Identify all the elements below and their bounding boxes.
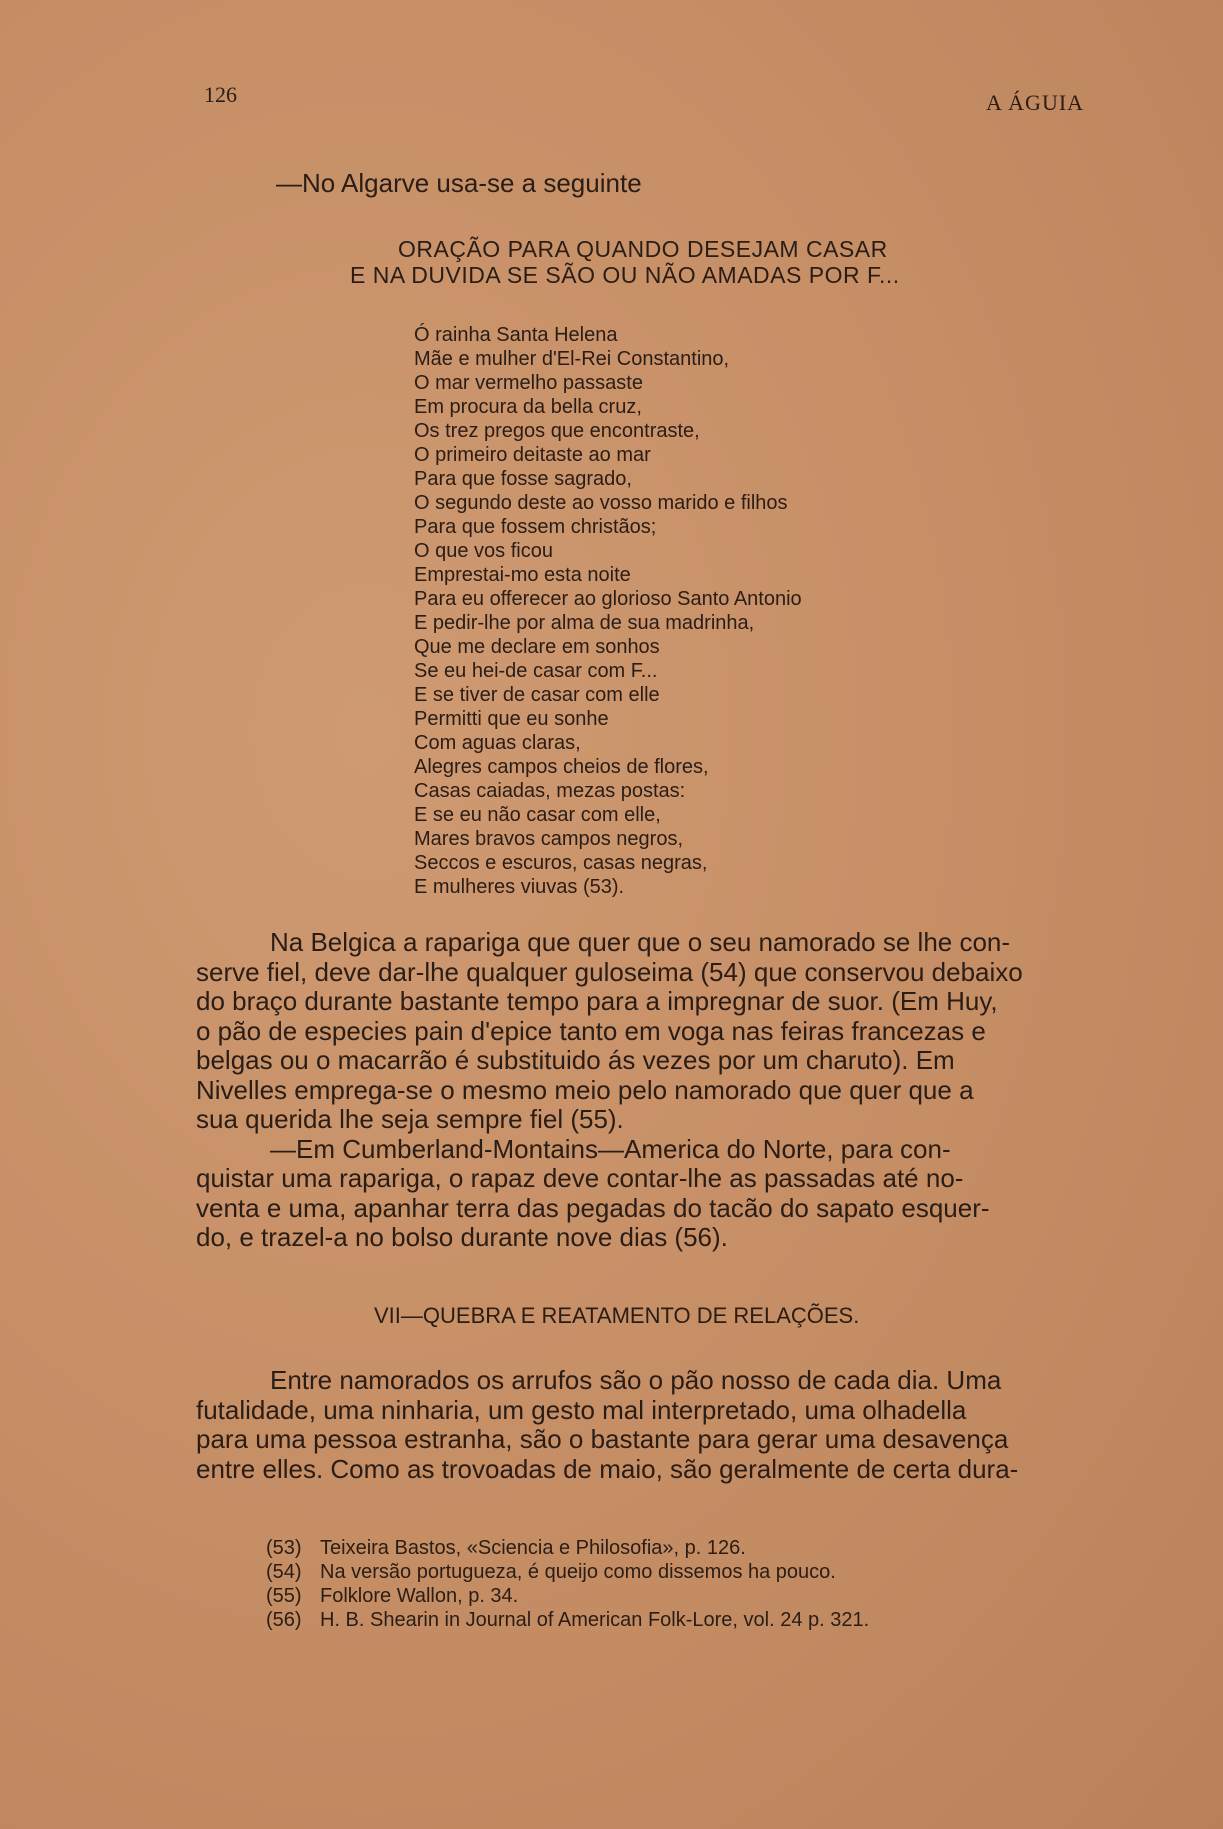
poem-line: E se tiver de casar com elle (414, 684, 660, 706)
poem-line: E mulheres viuvas (53). (414, 876, 625, 898)
footnote-number: (56) (266, 1609, 302, 1631)
paragraph-line: belgas ou o macarrão é substituido ás vezes por um charuto). Em (196, 1045, 955, 1075)
paragraph-line: Nivelles emprega-se o mesmo meio pelo namorado que quer que a (196, 1074, 974, 1105)
poem-line: O segundo deste ao vosso marido e filhos (414, 492, 788, 514)
footnote (266, 1584, 869, 1608)
poem-line: Casas caiadas, mezas postas: (414, 780, 686, 802)
prayer-title-line-1: ORAÇÃO PARA QUANDO DESEJAM CASAR (398, 236, 888, 262)
paragraph-line: futalidade, uma ninharia, um gesto mal interpretado, uma olhadella (196, 1394, 967, 1425)
footnote-number: (54) (266, 1561, 302, 1583)
poem-line: Para que fosse sagrado, (414, 468, 632, 490)
footnote-text: Na versão portugueza, é queijo como dissemos ha pouco. (320, 1561, 836, 1583)
poem-line: O primeiro deitaste ao mar (414, 444, 651, 466)
page-number: 126 (204, 82, 237, 107)
footnote (266, 1608, 869, 1632)
poem-line: Com aguas claras, (414, 732, 581, 754)
paragraph-line: serve fiel, deve dar-lhe qualquer guloseima (54) que conservou debaixo (196, 956, 1023, 987)
paragraph-line: do braço durante bastante tempo para a impregnar de suor. (Em Huy, (196, 986, 998, 1016)
paragraph-line: entre elles. Como as trovoadas de maio, são geralmente de certa dura- (196, 1453, 1019, 1484)
footnote-text: Teixeira Bastos, «Sciencia e Philosofia», p. 126. (320, 1537, 746, 1559)
footnote-number: (53) (266, 1537, 302, 1559)
footnote-number: (55) (266, 1585, 302, 1607)
poem (414, 323, 802, 899)
footnote-text: Folklore Wallon, p. 34. (320, 1585, 519, 1607)
poem-line: Ó rainha Santa Helena (414, 324, 618, 346)
poem-line: O mar vermelho passaste (414, 372, 643, 394)
poem-line: Para eu offerecer ao glorioso Santo Antonio (414, 588, 802, 610)
paragraph-belgica (196, 928, 1083, 1253)
paragraph-line: Entre namorados os arrufos são o pão nosso de cada dia. Uma (270, 1365, 1002, 1395)
paragraph-line: para uma pessoa estranha, são o bastante para gerar uma desavença (196, 1424, 1009, 1454)
paragraph-line: sua querida lhe seja sempre fiel (55). (196, 1104, 624, 1134)
footnote-text: H. B. Shearin in Journal of American Folk-Lore, vol. 24 p. 321. (320, 1609, 870, 1631)
poem-line: Seccos e escuros, casas negras, (414, 852, 708, 874)
poem-line: Permitti que eu sonhe (414, 708, 609, 730)
poem-line: E se eu não casar com elle, (414, 804, 661, 826)
paragraph-line: o pão de especies pain d'epice tanto em voga nas feiras francezas e (196, 1015, 986, 1046)
poem-line: Mares bravos campos negros, (414, 828, 684, 850)
poem-line: Para que fossem christãos; (414, 516, 657, 538)
poem-line: Mãe e mulher d'El-Rei Constantino, (414, 348, 730, 370)
poem-line: Que me declare em sonhos (414, 636, 660, 658)
poem-line: Emprestai-mo esta noite (414, 564, 631, 586)
section-heading: VII—QUEBRA E REATAMENTO DE RELAÇÕES. (374, 1303, 860, 1328)
footnote (266, 1536, 869, 1560)
poem-line: Se eu hei-de casar com F... (414, 660, 658, 682)
running-header: A ÁGUIA (986, 90, 1085, 115)
footnotes (266, 1536, 869, 1632)
paragraph-line: —Em Cumberland-Montains—America do Norte, para con- (270, 1133, 951, 1164)
poem-line: E pedir-lhe por alma de sua madrinha, (414, 612, 755, 634)
paragraph-arrufos (196, 1366, 1083, 1484)
paragraph-line: venta e uma, apanhar terra das pegadas do tacão do sapato esquer- (196, 1192, 990, 1223)
poem-line: O que vos ficou (414, 540, 553, 562)
poem-line: Os trez pregos que encontraste, (414, 420, 700, 442)
paragraph-line: do, e trazel-a no bolso durante nove dias (56). (196, 1222, 728, 1252)
paragraph-line: quistar uma rapariga, o rapaz deve contar-lhe as passadas até no- (196, 1163, 964, 1193)
poem-line: Em procura da bella cruz, (414, 396, 642, 418)
poem-line: Alegres campos cheios de flores, (414, 756, 709, 778)
intro-line: —No Algarve usa-se a seguinte (276, 168, 642, 198)
footnote (266, 1560, 869, 1584)
paragraph-line: Na Belgica a rapariga que quer que o seu namorado se lhe con- (270, 927, 1011, 957)
prayer-title-line-2: E NA DUVIDA SE SÃO OU NÃO AMADAS POR F... (350, 262, 900, 288)
